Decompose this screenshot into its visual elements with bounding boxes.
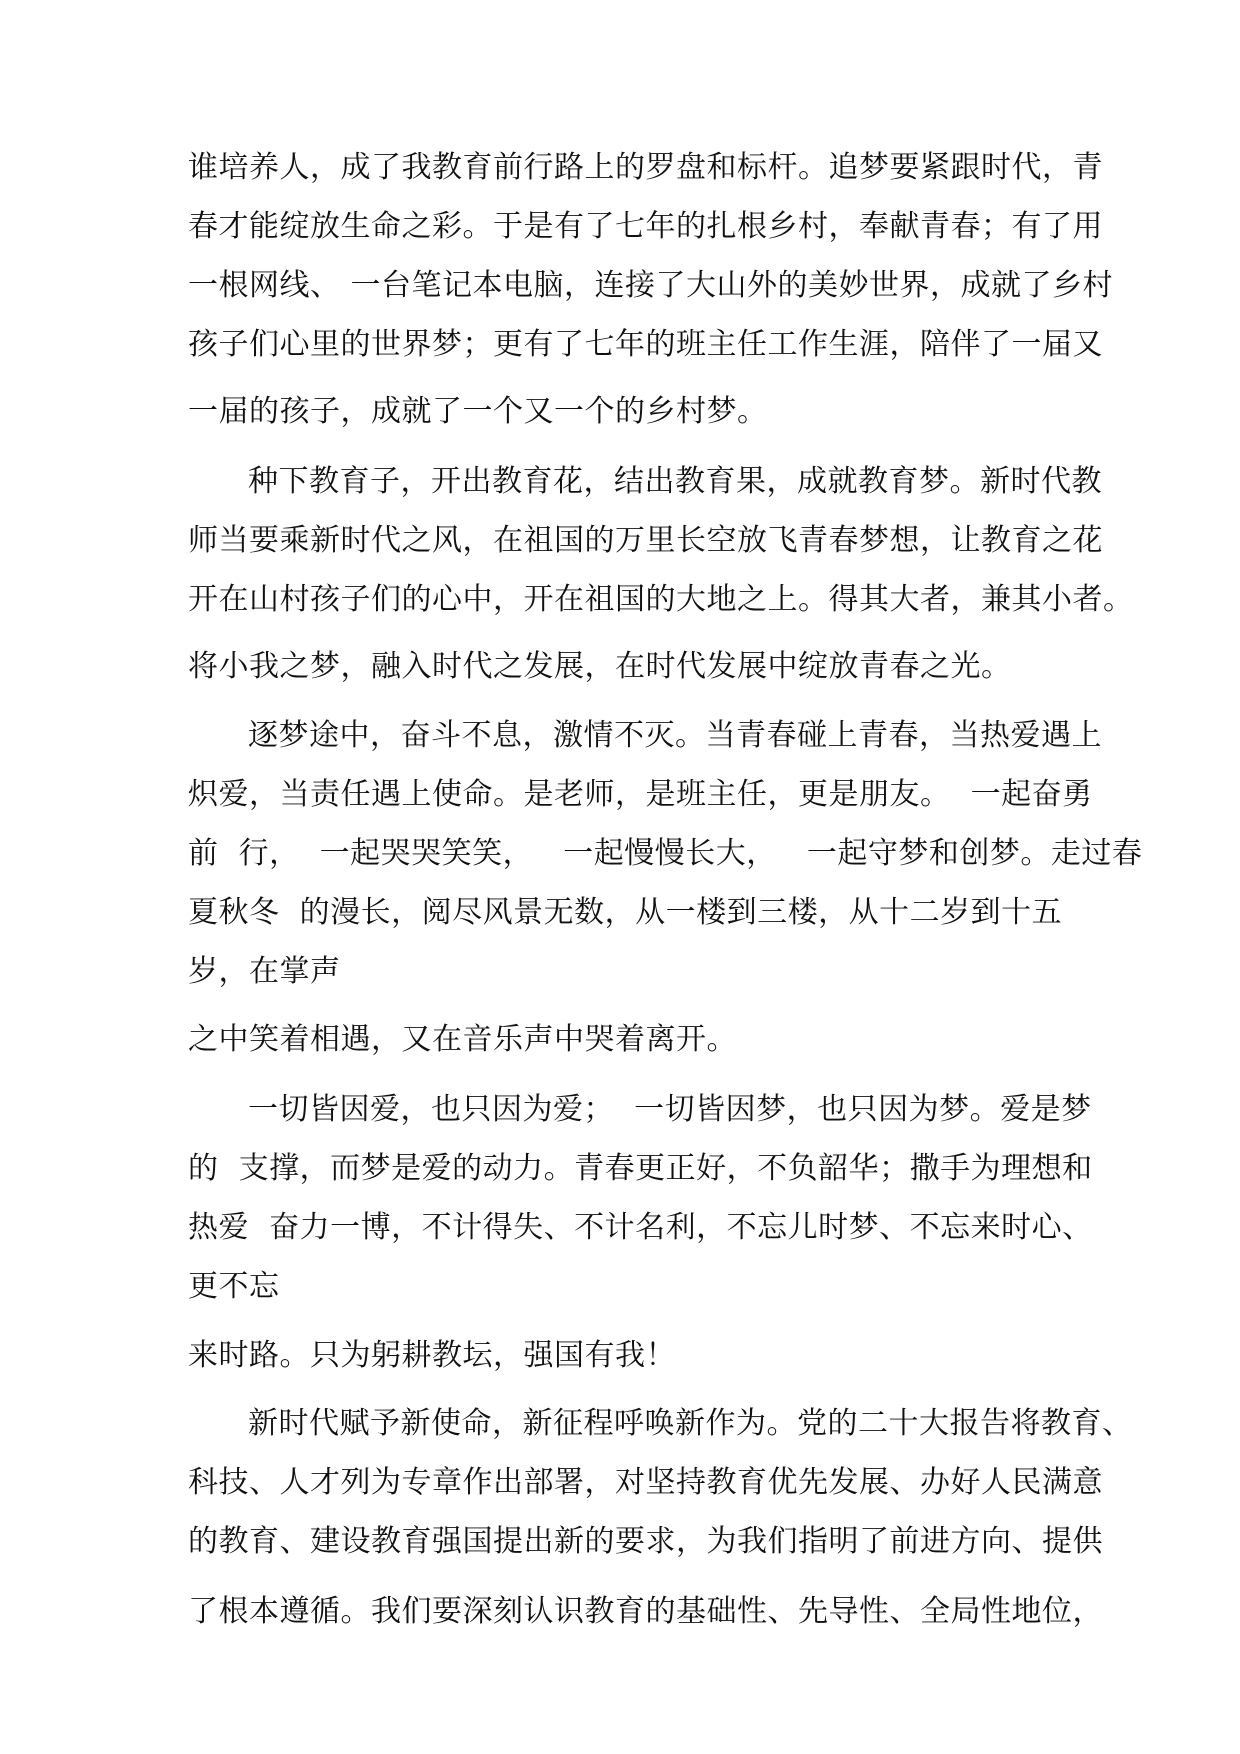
- text-line: 的 支撑，而梦是爱的动力。青春更正好，不负韶华；撒手为理想和: [188, 1151, 1093, 1186]
- text-line: 师当要乘新时代之风，在祖国的万里长空放飞青春梦想，让教育之花: [188, 523, 1103, 558]
- text-line: 夏秋冬 的漫长，阅尽风景无数，从一楼到三楼，从十二岁到十五: [188, 895, 1063, 930]
- text-line: 春才能绽放生命之彩。于是有了七年的扎根乡村，奉献青春；有了用: [188, 209, 1103, 244]
- paragraph-first-line: 新时代赋予新使命，新征程呼唤新作为。党的二十大报告将教育、: [248, 1406, 1133, 1441]
- text-line: 谁培养人，成了我教育前行路上的罗盘和标杆。追梦要紧跟时代，青: [188, 150, 1103, 185]
- text-line: 一根网线、 一台笔记本电脑，连接了大山外的美妙世界，成就了乡村: [188, 268, 1114, 303]
- text-line: 热爱 奋力一博，不计得失、不计名利，不忘儿时梦、不忘来时心、: [188, 1210, 1093, 1245]
- text-line: 更不忘: [188, 1269, 280, 1304]
- paragraph-first-line: 种下教育子，开出教育花，结出教育果，成就教育梦。新时代教: [248, 464, 1102, 499]
- text-line: 炽爱，当责任遇上使命。是老师，是班主任，更是朋友。 一起奋勇: [188, 777, 1093, 812]
- text-line: 开在山村孩子们的心中，开在祖国的大地之上。得其大者，兼其小者。: [188, 582, 1134, 617]
- text-line: 来时路。只为躬耕教坛，强国有我！: [188, 1338, 676, 1373]
- text-line: 科技、人才列为专章作出部署，对坚持教育优先发展、办好人民满意: [188, 1465, 1103, 1500]
- text-line: 之中笑着相遇，又在音乐声中哭着离开。: [188, 1022, 737, 1057]
- paragraph-first-line: 逐梦途中，奋斗不息，激情不灭。当青春碰上青春，当热爱遇上: [248, 718, 1102, 753]
- text-line: 岁，在掌声: [188, 954, 341, 989]
- text-line: 将小我之梦，融入时代之发展，在时代发展中绽放青春之光。: [188, 649, 1012, 684]
- text-line: 的教育、建设教育强国提出新的要求，为我们指明了前进方向、提供: [188, 1524, 1103, 1559]
- paragraph-first-line: 一切皆因爱，也只因为爱； 一切皆因梦，也只因为梦。爱是梦: [248, 1092, 1092, 1127]
- text-line: 孩子们心里的世界梦；更有了七年的班主任工作生涯，陪伴了一届又: [188, 327, 1103, 362]
- text-line: 了根本遵循。我们要深刻认识教育的基础性、先导性、全局性地位，: [188, 1594, 1103, 1629]
- text-line: 前 行， 一起哭哭笑笑， 一起慢慢长大， 一起守梦和创梦。走过春: [188, 836, 1143, 871]
- text-line: 一届的孩子，成就了一个又一个的乡村梦。: [188, 394, 768, 429]
